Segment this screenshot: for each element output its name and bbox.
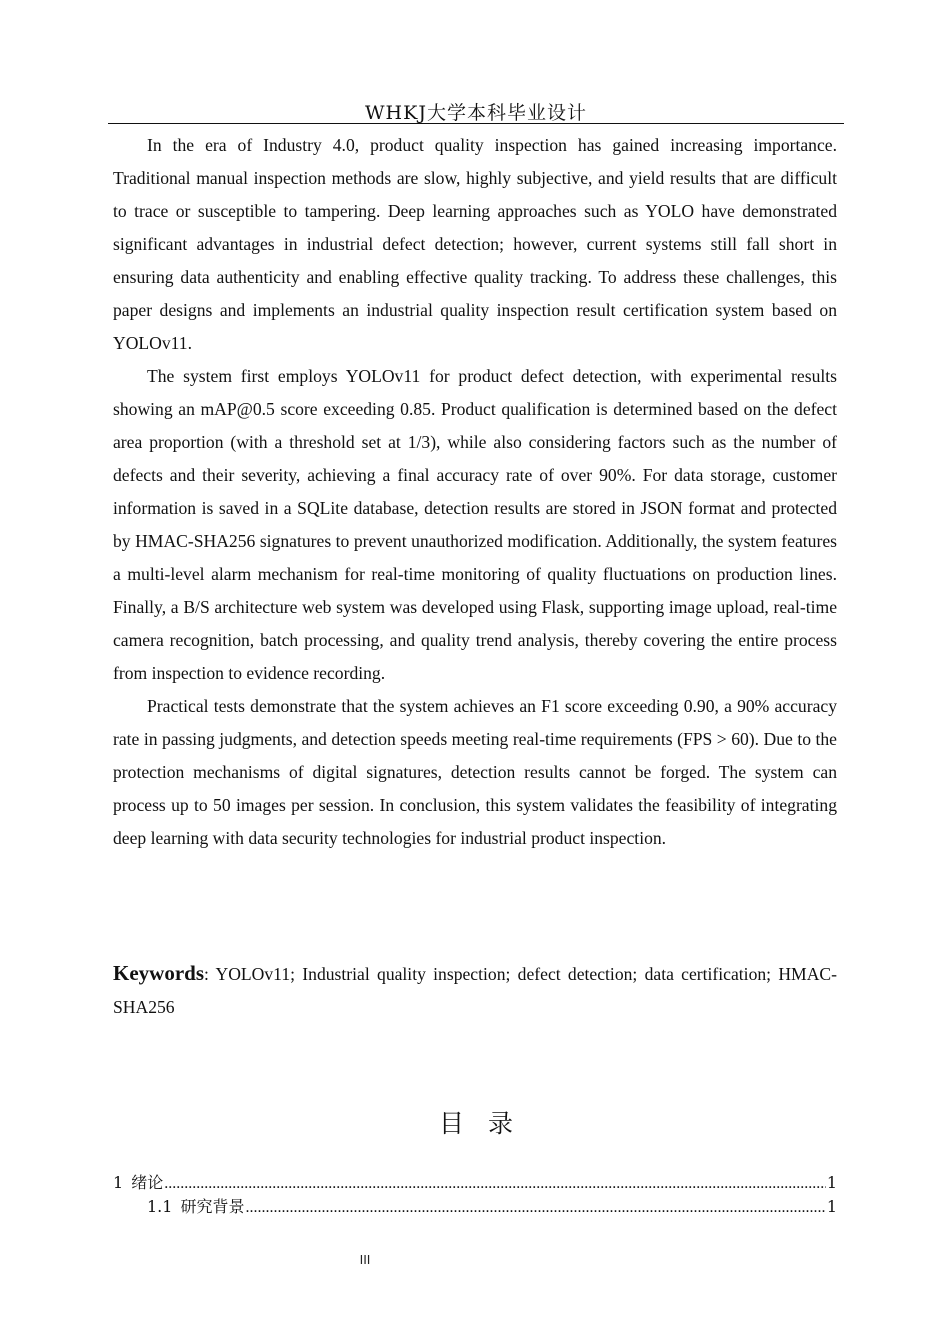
- abstract-paragraph-2: The system first employs YOLOv11 for product defect detection, with experimental results showing an mAP@0.5 score exceeding 0.85. Product qualification is determined based on the defect area proportion (with a threshold set at 1/3), while also considering factors such as the number of defects and their severity, achieving a final accuracy rate of over 90%. For data storage, customer information is saved in a SQLite database, detection results are stored in JSON format and protected by HMAC-SHA256 signatures to prevent unauthorized modification. Additionally, the system features a multi-level alarm mechanism for real-time monitoring of quality fluctuations on production lines. Finally, a B/S architecture web system was developed using Flask, supporting image upload, real-time camera recognition, batch processing, and quality trend analysis, thereby covering the entire process from inspection to evidence recording.: [113, 366, 837, 683]
- toc-entry[interactable]: [113, 1170, 837, 1194]
- keywords-text: : YOLOv11; Industrial quality inspection; defect detection; data certification; HMAC-SHA256: [113, 964, 837, 1017]
- header-rule: [108, 123, 844, 124]
- toc-entry-number: 1: [113, 1173, 124, 1192]
- toc-entry-page: 1: [826, 1173, 837, 1192]
- toc-entry-label: 研究背景: [180, 1197, 245, 1216]
- abstract-paragraph-1: In the era of Industry 4.0, product quality inspection has gained increasing importance. Traditional manual inspection methods are slow, highly subjective, and yield results that are difficult to trace or susceptible to tampering. Deep learning approaches such as YOLO have demonstrated significant advantages in industrial defect detection; however, current systems still fall short in ensuring data authenticity and enabling effective quality tracking. To address these challenges, this paper designs and implements an industrial quality inspection result certification system based on YOLOv11.: [113, 135, 837, 353]
- keywords-label: Keywords: [113, 961, 204, 985]
- toc-entry-page: 1: [826, 1197, 837, 1216]
- page-number: III: [359, 1252, 371, 1267]
- abstract-body: [113, 129, 837, 855]
- running-header: WHKJ大学本科毕业设计: [365, 102, 587, 124]
- toc-title: 目录: [438, 1109, 537, 1138]
- keywords-line: [113, 957, 837, 1024]
- toc-entry[interactable]: [113, 1194, 837, 1218]
- toc-leader-dots: [164, 1175, 826, 1193]
- toc-entry-number: 1.1: [147, 1197, 173, 1216]
- table-of-contents: [113, 1170, 837, 1218]
- abstract-paragraph-3: Practical tests demonstrate that the system achieves an F1 score exceeding 0.90, a 90% accuracy rate in passing judgments, and detection speeds meeting real-time requirements (FPS > 60). Due to the protection mechanisms of digital signatures, detection results cannot be forged. The system can process up to 50 images per session. In conclusion, this system validates the feasibility of integrating deep learning with data security technologies for industrial product inspection.: [113, 696, 837, 848]
- toc-entry-label: 绪论: [131, 1173, 164, 1192]
- toc-leader-dots: [245, 1199, 825, 1217]
